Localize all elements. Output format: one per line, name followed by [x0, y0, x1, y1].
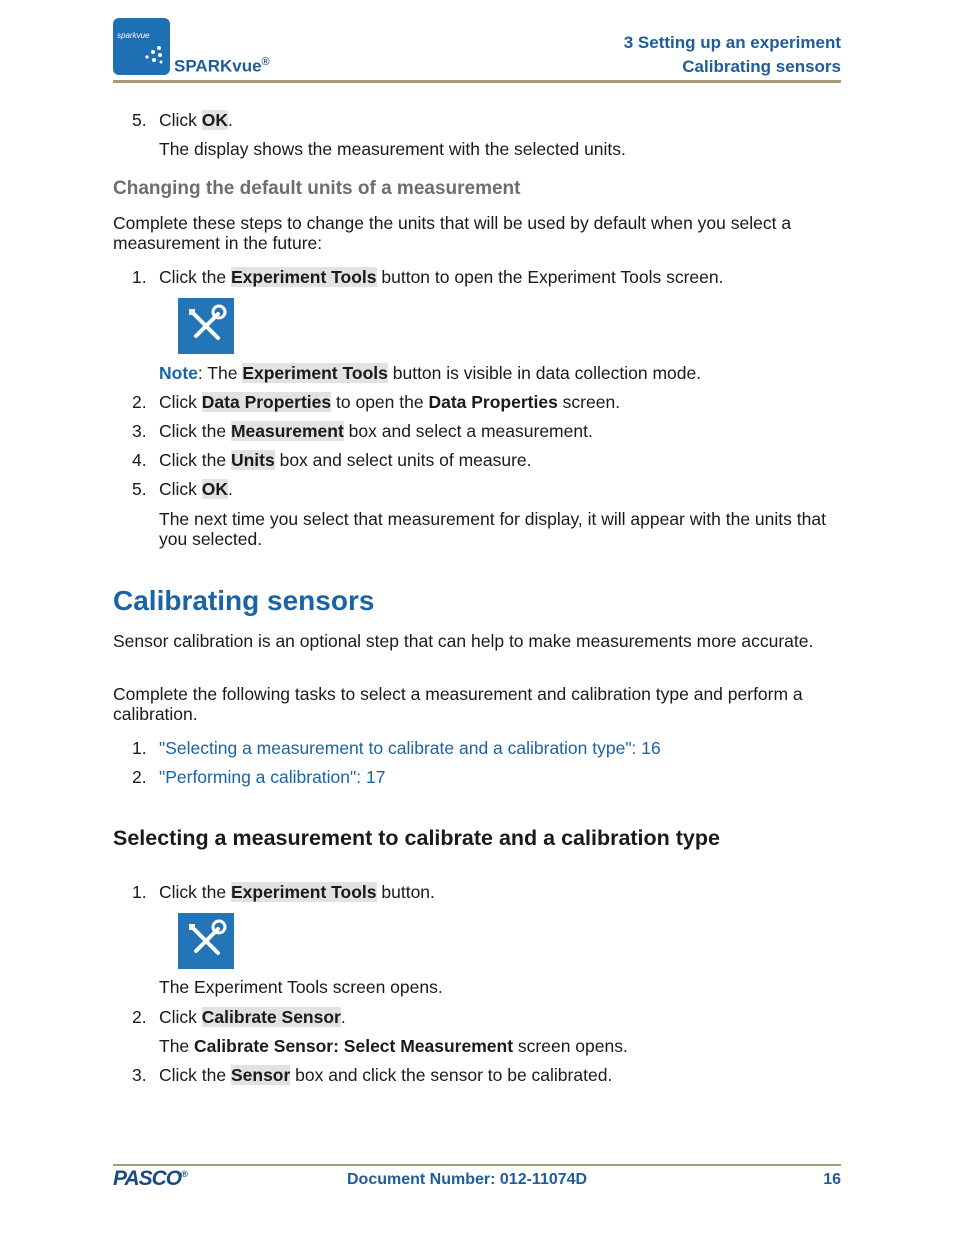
link-performing[interactable]: "Performing a calibration": 17 [159, 767, 386, 787]
calib-paragraph: Sensor calibration is an optional step that can help to make measurements more accurate. [113, 631, 814, 651]
step-number: 1. [132, 267, 147, 287]
wrench-screwdriver-icon [178, 298, 234, 354]
step-detail: The Experiment Tools screen opens. [159, 977, 443, 997]
step-text: Click the Sensor box and click the sensor to be calibrated. [159, 1065, 613, 1085]
step-text: Click the Units box and select units of measure. [159, 450, 532, 470]
subheading: Changing the default units of a measurement [113, 178, 521, 199]
step-number: 2. [132, 1007, 147, 1027]
subsection-heading: Selecting a measurement to calibrate and a calibration type [113, 826, 720, 850]
step-text: Click the Experiment Tools button to open the Experiment Tools screen. [159, 267, 724, 287]
step-number: 4. [132, 450, 147, 470]
header-rule [113, 80, 841, 83]
logo-text: sparkvue [117, 31, 150, 40]
section-title: Calibrating sensors [682, 57, 841, 76]
step-text: Click the Measurement box and select a measurement. [159, 421, 593, 441]
ok-button-ref: OK [201, 110, 229, 130]
pasco-logo: PASCO® [113, 1167, 187, 1190]
step-detail: The next time you select that measurement for display, it will appear with the units that you selected. [159, 509, 826, 549]
step-number: 2. [132, 392, 147, 412]
calib-paragraph: Complete the following tasks to select a measurement and calibration type and perform a calibration. [113, 684, 803, 724]
link-selecting[interactable]: "Selecting a measurement to calibrate and a calibration type": 16 [159, 738, 661, 758]
step-number: 3. [132, 1065, 147, 1085]
step-text: Click Calibrate Sensor. [159, 1007, 346, 1027]
step-detail: The display shows the measurement with the selected units. [159, 139, 626, 159]
brand-name: SPARKvue® [174, 56, 270, 76]
step-number: 1. [132, 882, 147, 902]
step-detail: The Calibrate Sensor: Select Measurement screen opens. [159, 1036, 628, 1056]
step-text: Click OK. [159, 110, 233, 130]
document-number: Document Number: 012-11074D [347, 1171, 588, 1188]
step-number: 3. [132, 421, 147, 441]
chapter-title: 3 Setting up an experiment [623, 33, 841, 52]
page-number: 16 [823, 1171, 841, 1188]
footer-rule [113, 1164, 841, 1166]
list-number: 2. [132, 767, 147, 787]
list-number: 1. [132, 738, 147, 758]
step-number: 5. [132, 110, 147, 130]
wrench-screwdriver-icon [178, 913, 234, 969]
step-text: Click Data Properties to open the Data Properties screen. [159, 392, 621, 412]
sparkle-icon [143, 44, 165, 66]
step-number: 5. [132, 479, 147, 499]
sparkvue-logo [113, 18, 170, 75]
intro-paragraph: Complete these steps to change the units that will be used by default when you select a measurement in the future: [113, 213, 792, 253]
section-heading: Calibrating sensors [113, 585, 375, 616]
step-text: Click the Experiment Tools button. [159, 882, 435, 902]
step-text: Click OK. [159, 479, 233, 499]
experiment-tools-button[interactable] [178, 298, 234, 354]
experiment-tools-button[interactable] [178, 913, 234, 969]
note: Note: The Experiment Tools button is visible in data collection mode. [159, 363, 702, 383]
